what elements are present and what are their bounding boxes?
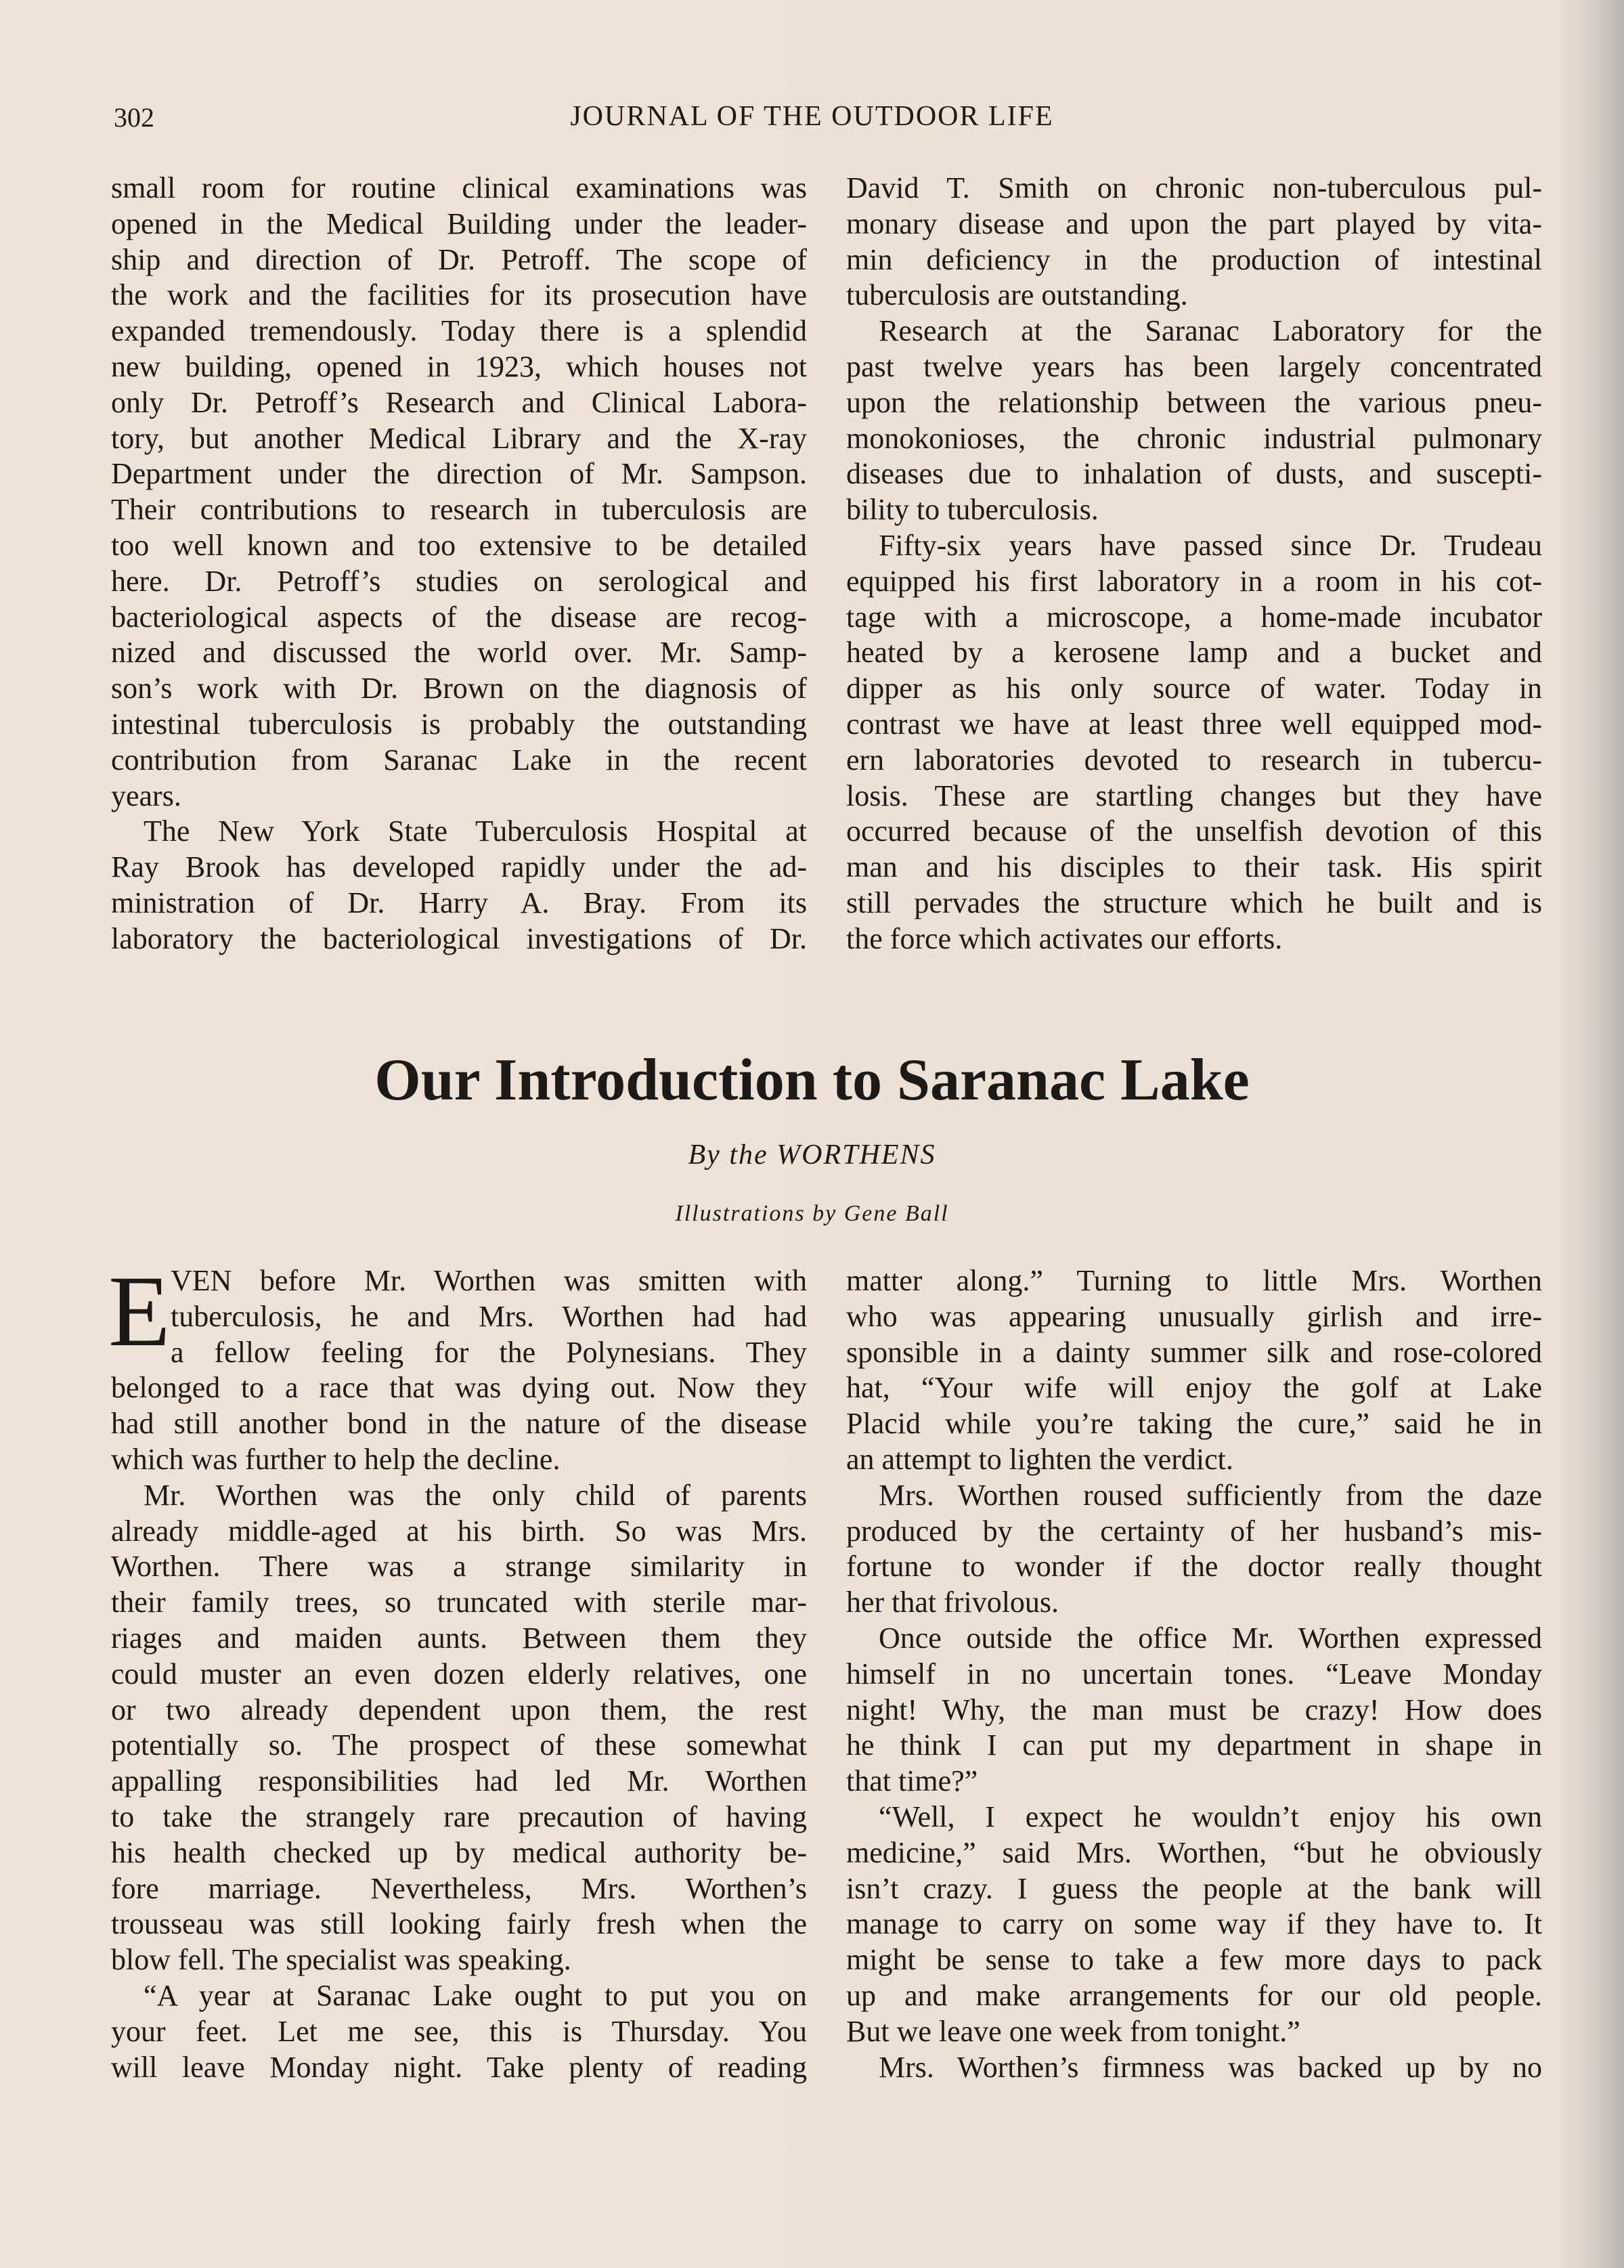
text-line: could muster an even dozen elderly relatives, one xyxy=(111,1657,807,1691)
text-line: diseases due to inhalation of dusts, and suscepti- xyxy=(846,457,1542,491)
text-line: man and his disciples to their task. His spirit xyxy=(846,850,1542,884)
text-line: to take the strangely rare precaution of having xyxy=(111,1800,807,1833)
text-line: he think I can put my department in shape in xyxy=(846,1728,1542,1762)
column-bottom-right xyxy=(846,1263,1542,2085)
text-line: a fellow feeling for the Polynesians. They xyxy=(171,1335,807,1369)
text-line: Research at the Saranac Laboratory for the xyxy=(879,314,1542,348)
text-line: The New York State Tuberculosis Hospital at xyxy=(144,814,807,848)
text-line: bacteriological aspects of the disease are recog- xyxy=(111,600,807,634)
text-line: But we leave one week from tonight.” xyxy=(846,2014,1300,2048)
text-line: Worthen. There was a strange similarity in xyxy=(111,1550,807,1584)
text-line: occurred because of the unselfish devotion of this xyxy=(846,814,1542,848)
text-line: contribution from Saranac Lake in the recent xyxy=(111,743,807,777)
text-line: ern laboratories devoted to research in tubercu- xyxy=(846,743,1542,777)
paragraph xyxy=(111,814,807,957)
paragraph xyxy=(846,313,1542,528)
text-line: hat, “Your wife will enjoy the golf at Lake xyxy=(846,1371,1542,1405)
text-line: Placid while you’re taking the cure,” said he in xyxy=(846,1407,1542,1441)
text-line: Mr. Worthen was the only child of parents xyxy=(144,1478,807,1512)
text-line: his health checked up by medical authority be- xyxy=(111,1835,807,1869)
paragraph xyxy=(846,1263,1542,1478)
running-header: JOURNAL OF THE OUTDOOR LIFE xyxy=(570,101,1054,132)
text-line: himself in no uncertain tones. “Leave Monday xyxy=(846,1657,1542,1691)
text-line: the force which activates our efforts. xyxy=(846,921,1283,955)
text-line: new building, opened in 1923, which houses not xyxy=(111,349,807,383)
text-line: heated by a kerosene lamp and a bucket and xyxy=(846,636,1542,670)
text-line: Ray Brook has developed rapidly under the ad- xyxy=(111,850,807,884)
text-line: tuberculosis, he and Mrs. Worthen had had xyxy=(171,1299,807,1333)
text-line: small room for routine clinical examinations was xyxy=(111,171,807,204)
text-line: will leave Monday night. Take plenty of reading xyxy=(111,2050,807,2084)
text-line: produced by the certainty of her husband’s mis- xyxy=(846,1514,1542,1548)
text-line: “Well, I expect he wouldn’t enjoy his own xyxy=(879,1800,1542,1833)
text-line: matter along.” Turning to little Mrs. Worthen xyxy=(846,1264,1542,1297)
text-line: monokonioses, the chronic industrial pulmonary xyxy=(846,421,1542,455)
text-line: dipper as his only source of water. Today in xyxy=(846,672,1542,705)
paragraph xyxy=(846,1800,1542,2050)
text-line: the work and the facilities for its prosecution have xyxy=(111,278,807,312)
article-byline: By the WORTHENS xyxy=(688,1139,936,1171)
text-line: Fifty-six years have passed since Dr. Trudeau xyxy=(879,528,1542,562)
text-line: still pervades the structure which he built and is xyxy=(846,886,1542,919)
text-line: years. xyxy=(111,779,181,812)
paragraph xyxy=(111,171,807,814)
text-line: tory, but another Medical Library and the X-ray xyxy=(111,421,807,455)
text-line: fortune to wonder if the doctor really thought xyxy=(846,1550,1542,1584)
text-line: potentially so. The prospect of these somewhat xyxy=(111,1728,807,1762)
column-bottom-left xyxy=(111,1263,807,2085)
text-line: tuberculosis are outstanding. xyxy=(846,278,1188,312)
text-line: too well known and too extensive to be detailed xyxy=(111,528,807,562)
paragraph xyxy=(846,171,1542,313)
text-line: their family trees, so truncated with sterile mar- xyxy=(111,1586,807,1619)
column-top-left xyxy=(111,171,807,957)
text-line: upon the relationship between the various pneu- xyxy=(846,385,1542,419)
text-line: your feet. Let me see, this is Thursday. You xyxy=(111,2014,807,2048)
text-line: intestinal tuberculosis is probably the outstanding xyxy=(111,707,807,741)
text-line: Department under the direction of Mr. Sampson. xyxy=(111,457,807,491)
paragraph xyxy=(846,1621,1542,1800)
paragraph xyxy=(111,1978,807,2085)
text-line: her that frivolous. xyxy=(846,1586,1059,1619)
text-line: laboratory the bacteriological investigations of Dr. xyxy=(111,921,807,955)
text-line: Mrs. Worthen roused sufficiently from the daze xyxy=(879,1478,1542,1512)
text-line: sponsible in a dainty summer silk and rose-colored xyxy=(846,1335,1542,1369)
text-line: trousseau was still looking fairly fresh when the xyxy=(111,1907,807,1941)
text-line: up and make arrangements for our old people. xyxy=(846,1978,1542,2012)
text-line: ministration of Dr. Harry A. Bray. From its xyxy=(111,886,807,919)
article-title: Our Introduction to Saranac Lake xyxy=(374,1047,1250,1113)
paragraph xyxy=(846,2050,1542,2086)
text-line: past twelve years has been largely concentrated xyxy=(846,349,1542,383)
text-line: already middle-aged at his birth. So was Mrs. xyxy=(111,1514,807,1548)
text-line: might be sense to take a few more days to pack xyxy=(846,1943,1542,1977)
text-line: nized and discussed the world over. Mr. Samp- xyxy=(111,636,807,670)
text-line: expanded tremendously. Today there is a splendid xyxy=(111,314,807,348)
text-line: night! Why, the man must be crazy! How does xyxy=(846,1693,1542,1726)
text-line: equipped his first laboratory in a room in his cot- xyxy=(846,564,1542,598)
text-line: that time?” xyxy=(846,1764,978,1798)
text-line: manage to carry on some way if they have to. It xyxy=(846,1907,1542,1941)
paragraph xyxy=(846,1478,1542,1621)
text-line: or two already dependent upon them, the rest xyxy=(111,1693,807,1726)
text-line: contrast we have at least three well equipped mod- xyxy=(846,707,1542,741)
text-line: David T. Smith on chronic non-tuberculous pul- xyxy=(846,171,1542,204)
drop-cap: E xyxy=(108,1255,171,1368)
text-line: who was appearing unusually girlish and irre- xyxy=(846,1299,1542,1333)
text-line: “A year at Saranac Lake ought to put you on xyxy=(144,1978,807,2012)
text-line: an attempt to lighten the verdict. xyxy=(846,1442,1233,1476)
column-top-right xyxy=(846,171,1542,957)
text-line: tage with a microscope, a home-made incubator xyxy=(846,600,1542,634)
text-line: ship and direction of Dr. Petroff. The scope of xyxy=(111,242,807,276)
illustrations-credit: Illustrations by Gene Ball xyxy=(675,1201,949,1226)
text-line: which was further to help the decline. xyxy=(111,1442,561,1476)
text-line: opened in the Medical Building under the leader- xyxy=(111,206,807,240)
text-line: appalling responsibilities had led Mr. Worthen xyxy=(111,1764,807,1798)
text-line: had still another bond in the nature of the disease xyxy=(111,1407,807,1441)
text-line: Their contributions to research in tuberculosis are xyxy=(111,493,807,527)
text-line: monary disease and upon the part played by vita- xyxy=(846,206,1542,240)
paragraph xyxy=(846,528,1542,957)
text-line: blow fell. The specialist was speaking. xyxy=(111,1943,571,1977)
text-line: Mrs. Worthen’s firmness was backed up by no xyxy=(879,2050,1542,2084)
paragraph xyxy=(111,1263,807,1478)
text-line: only Dr. Petroff’s Research and Clinical Labora- xyxy=(111,385,807,419)
text-line: belonged to a race that was dying out. Now they xyxy=(111,1371,807,1405)
text-line: losis. These are startling changes but they have xyxy=(846,779,1542,812)
text-line: Once outside the office Mr. Worthen expressed xyxy=(879,1621,1542,1655)
text-line: bility to tuberculosis. xyxy=(846,493,1099,527)
text-line: min deficiency in the production of intestinal xyxy=(846,242,1542,276)
text-line: fore marriage. Nevertheless, Mrs. Worthen’s xyxy=(111,1871,807,1905)
text-line: son’s work with Dr. Brown on the diagnosis of xyxy=(111,672,807,705)
text-line: here. Dr. Petroff’s studies on serological and xyxy=(111,564,807,598)
text-line: riages and maiden aunts. Between them they xyxy=(111,1621,807,1655)
page-number: 302 xyxy=(114,102,154,133)
text-line: medicine,” said Mrs. Worthen, “but he obviously xyxy=(846,1835,1542,1869)
text-line: isn’t crazy. I guess the people at the bank will xyxy=(846,1871,1542,1905)
text-line: VEN before Mr. Worthen was smitten with xyxy=(171,1264,807,1297)
paragraph xyxy=(111,1478,807,1978)
